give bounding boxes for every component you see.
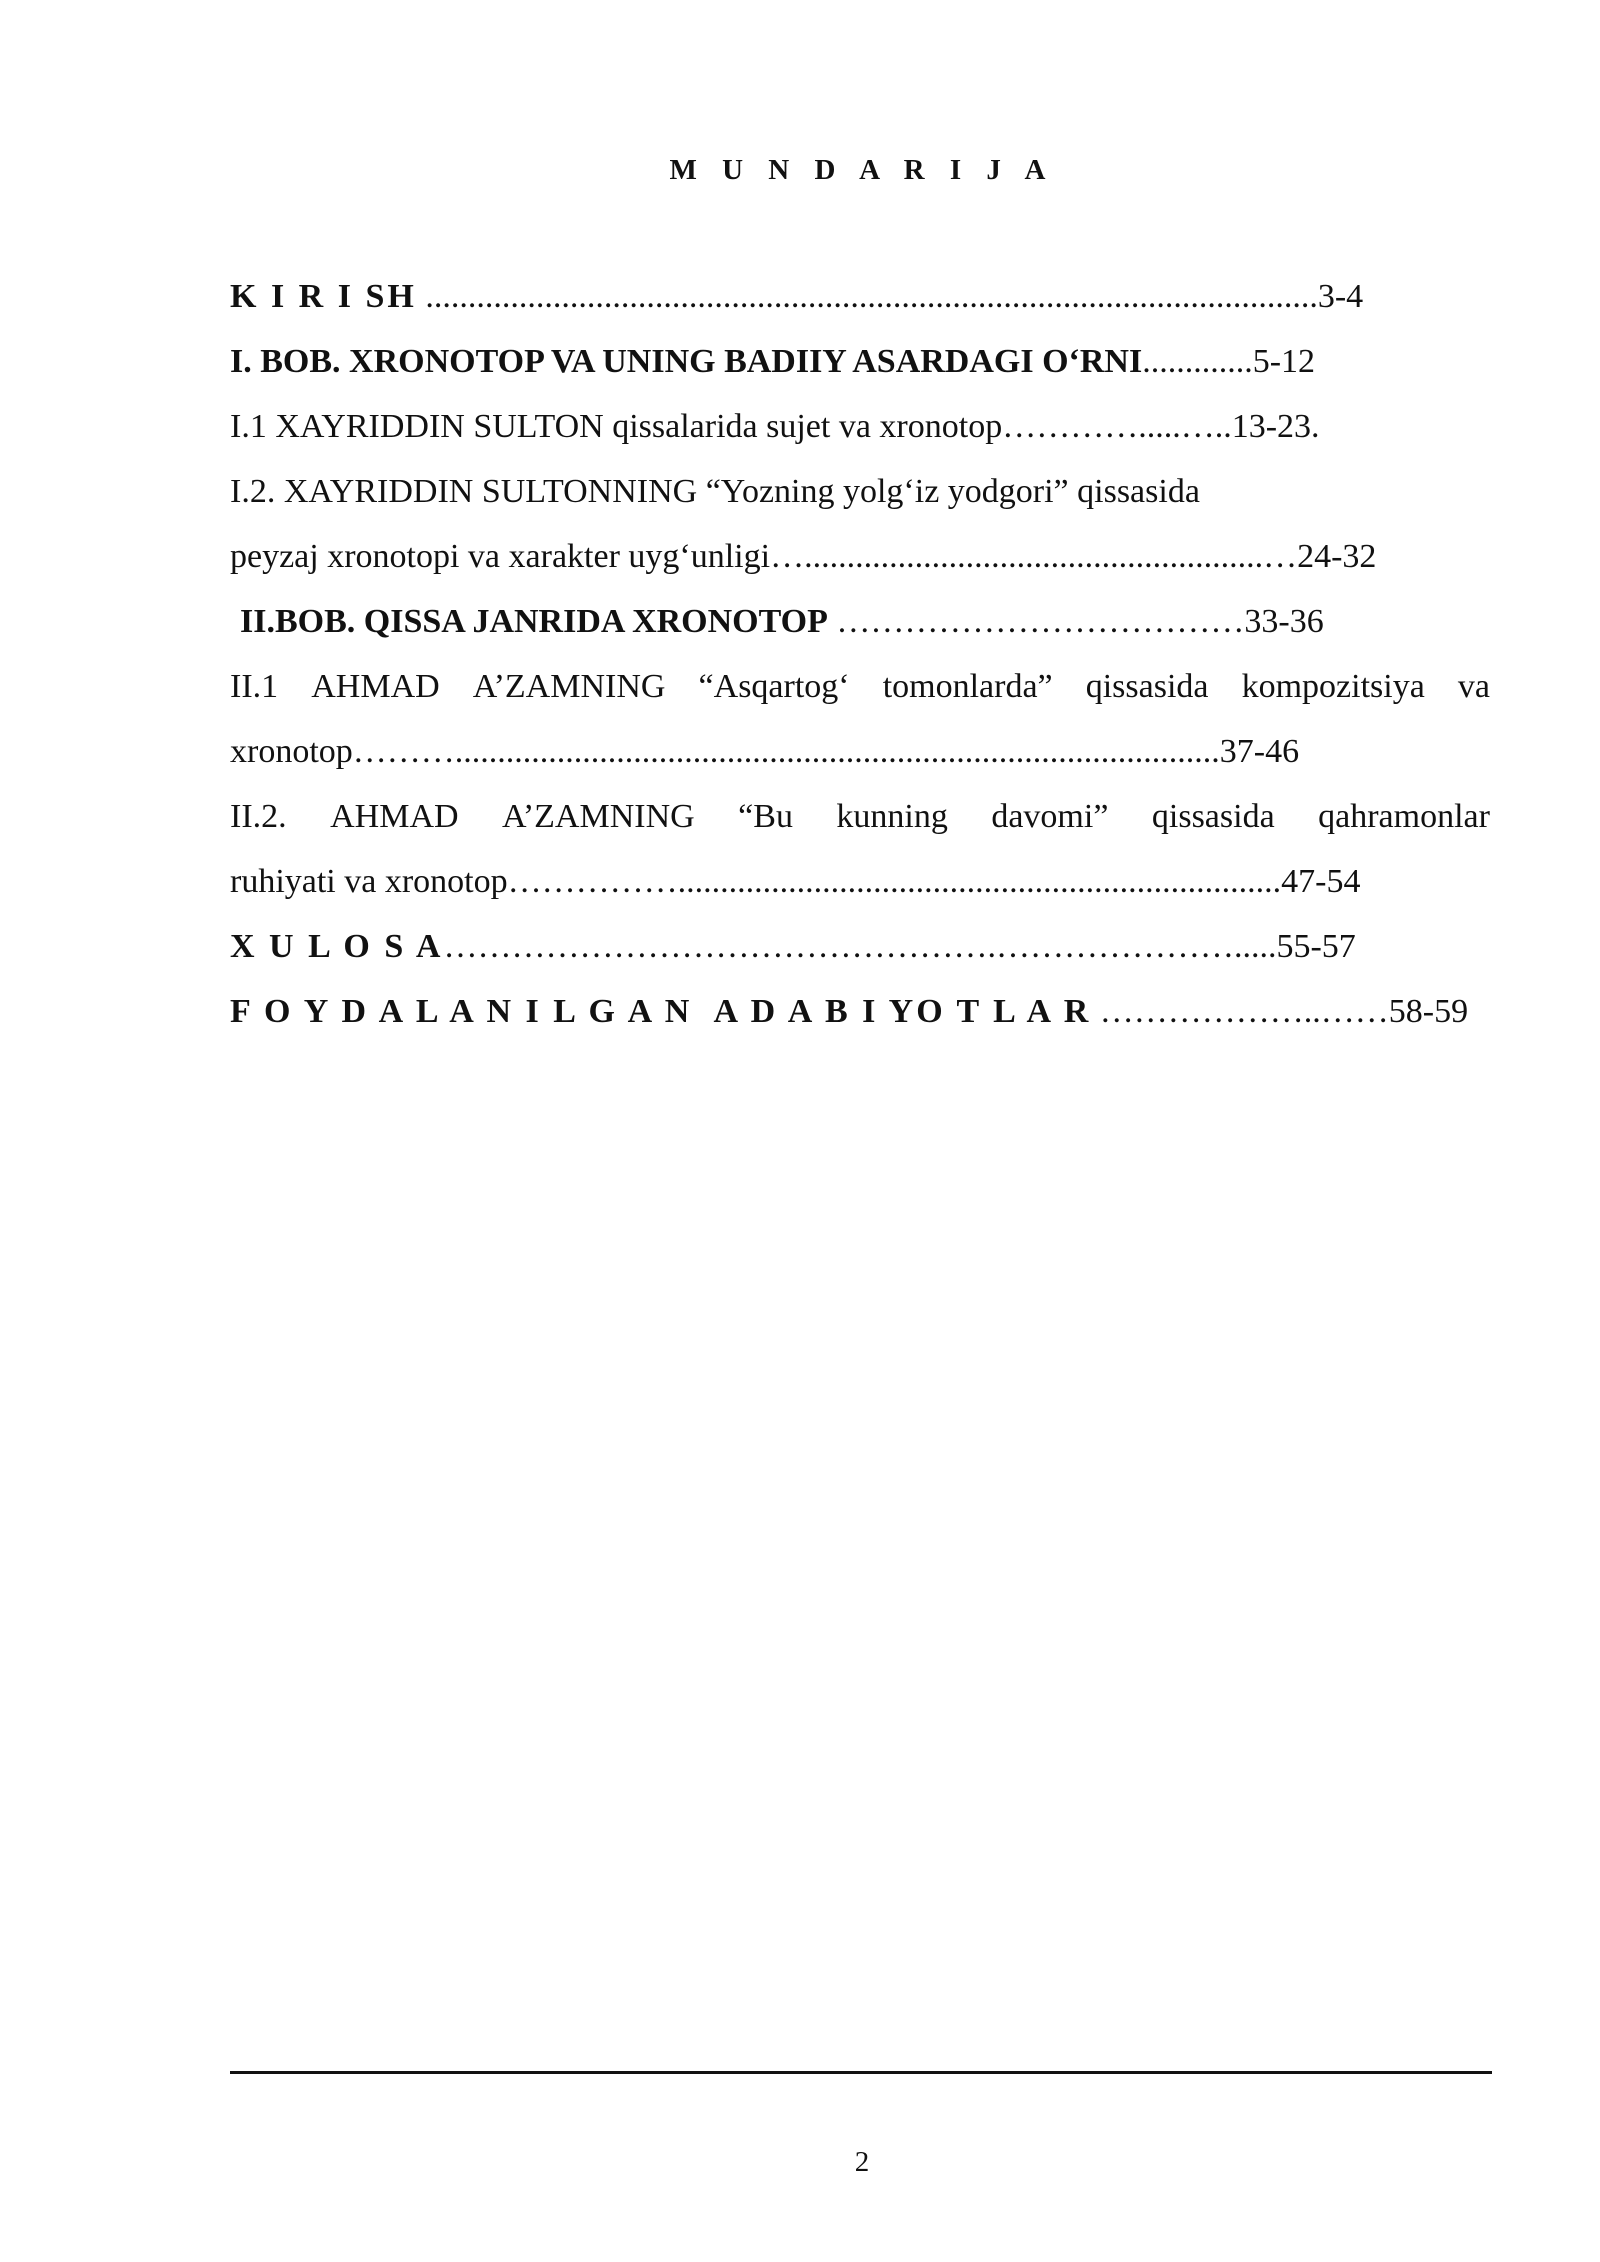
toc-entry-label: II.BOB. QISSA JANRIDA XRONOTOP (240, 603, 828, 640)
toc-entry-chapter-2 (240, 601, 1324, 643)
toc-leader: ……….......................................................................................... (352, 733, 1220, 770)
toc-entry-section-1-2-line-2 (230, 536, 1376, 578)
toc-page-range: 13-23. (1231, 408, 1320, 445)
toc-leader: ………….....….. (1002, 408, 1232, 445)
toc-page-range: 58-59 (1388, 993, 1469, 1030)
toc-entry-chapter-1 (230, 341, 1315, 383)
toc-word: qahramonlar (1318, 798, 1490, 835)
toc-entry-label: I.1 XAYRIDDIN SULTON qissalarida sujet va xronotop (230, 408, 1003, 445)
toc-page-range: 24-32 (1297, 538, 1377, 575)
toc-word: tomonlarda” (882, 668, 1053, 705)
toc-page-range: 33-36 (1244, 603, 1324, 640)
toc-word: “Asqartog‘ (698, 668, 850, 705)
toc-leader: ......................................................................................................... (416, 278, 1318, 315)
toc-entry-section-1-2-line-1 (230, 471, 1200, 513)
toc-leader: …......................................................… (770, 538, 1298, 575)
toc-page-range: 47-54 (1281, 863, 1361, 900)
toc-word: AHMAD (330, 798, 459, 835)
page-number: 2 (854, 2146, 870, 2178)
toc-entry-section-2-1-line-1 (230, 666, 1490, 708)
toc-entry-label: xronotop (230, 733, 353, 770)
toc-word: II.1 (230, 668, 279, 705)
toc-entry-label: I. BOB. XRONOTOP VA UNING BADIIY ASARDAGI O‘RNI (230, 343, 1143, 380)
toc-word: va (1457, 668, 1490, 705)
toc-word: “Bu (738, 798, 793, 835)
page-title: M U N D A R I J A (669, 154, 1055, 186)
footer-divider (230, 2071, 1492, 2074)
toc-leader: ………………..…… (1091, 993, 1389, 1030)
toc-entry-section-1-1 (230, 406, 1320, 448)
toc-leader: ………………………………………….…………………..... (443, 928, 1277, 965)
toc-word: kunning (836, 798, 948, 835)
toc-word: davomi” (991, 798, 1109, 835)
toc-entry-section-2-2-line-1 (230, 796, 1490, 838)
toc-page-range: 55-57 (1276, 928, 1356, 965)
toc-entry-kirish (230, 276, 1363, 318)
toc-page-range: 5-12 (1252, 343, 1316, 380)
toc-entry-label: I.2. XAYRIDDIN SULTONNING “Yozning yolg‘iz yodgori” qissasida (230, 473, 1200, 510)
toc-word: qissasida (1085, 668, 1209, 705)
toc-leader: ……………....................................................................... (507, 863, 1282, 900)
toc-entry-label: X U L O S A (230, 928, 444, 965)
toc-entry-xulosa (230, 926, 1356, 968)
toc-word: II.2. (230, 798, 287, 835)
toc-leader: ............. (1142, 343, 1253, 380)
toc-entry-adabiyotlar (230, 991, 1468, 1033)
toc-entry-section-2-2-line-2 (230, 861, 1360, 903)
toc-word: kompozitsiya (1241, 668, 1425, 705)
toc-word: A’ZAMNING (502, 798, 695, 835)
toc-page-range: 37-46 (1219, 733, 1300, 770)
toc-leader: ……………………………… (827, 603, 1245, 640)
toc-entry-label: F O Y D A L A N I L G A N A D A B I YO T L A R (230, 993, 1092, 1030)
toc-entry-label: K I R I SH (230, 278, 417, 315)
toc-entry-label: ruhiyati va xronotop (230, 863, 508, 900)
toc-page-range: 3-4 (1317, 278, 1364, 315)
toc-word: A’ZAMNING (472, 668, 666, 705)
toc-word: qissasida (1151, 798, 1275, 835)
toc-entry-section-2-1-line-2 (230, 731, 1299, 773)
toc-entry-label: peyzaj xronotopi va xarakter uyg‘unligi (230, 538, 771, 575)
toc-word: AHMAD (311, 668, 440, 705)
